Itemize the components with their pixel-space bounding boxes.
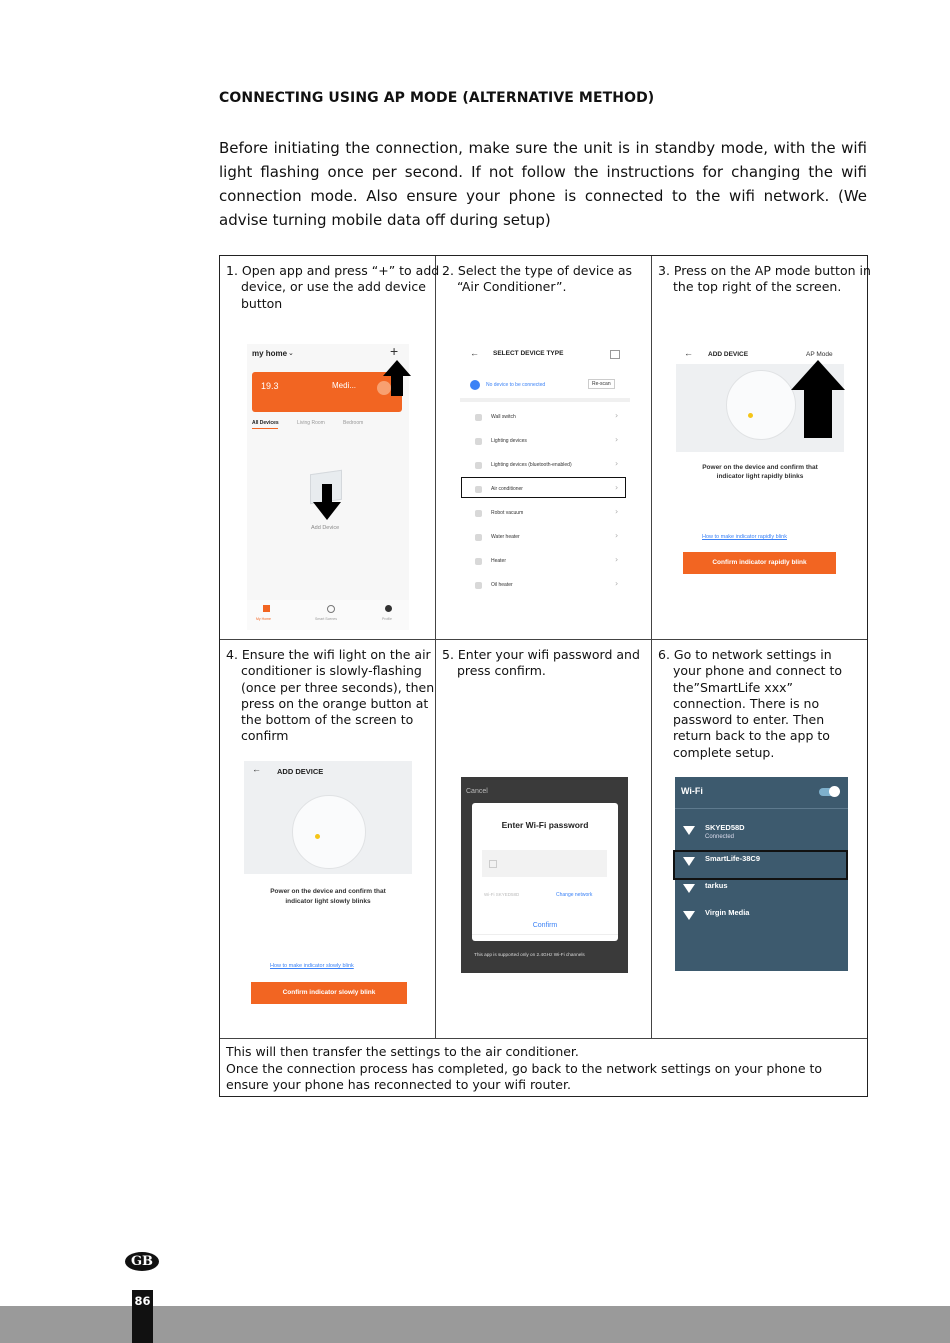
device-type-item[interactable] [460, 502, 630, 526]
device-icon [475, 558, 482, 565]
back-arrow-icon: ← [684, 348, 693, 358]
device-type-item[interactable] [460, 574, 630, 594]
step-1-text: 1. Open app and press “+” to add device, or use the add device button [226, 263, 440, 311]
bottom-nav [247, 600, 409, 630]
language-badge: GB [125, 1252, 159, 1271]
device-icon [475, 438, 482, 445]
ap-mode-button[interactable]: AP Mode [806, 351, 833, 358]
instruction-slow: Power on the device and confirm that indicator light slowly blinks [270, 888, 386, 905]
confirm-link[interactable]: Confirm [532, 922, 558, 929]
device-illustration [292, 795, 366, 869]
wifi-network-item[interactable] [675, 823, 848, 847]
footer-text [226, 1044, 856, 1094]
tab-all-devices: All Devices [252, 420, 279, 426]
nav-my-home: My Home [256, 617, 271, 621]
device-icon [475, 510, 482, 517]
device-type-label: Water heater [491, 534, 520, 540]
wifi-network-name: SKYED58D [705, 823, 745, 832]
device-type-item[interactable] [460, 454, 630, 478]
smartlife-highlight [673, 850, 848, 880]
rapid-blink-link[interactable]: How to make indicator rapidly blink [702, 534, 787, 540]
device-icon [475, 582, 482, 589]
air-conditioner-highlight [461, 477, 626, 498]
device-icon [475, 534, 482, 541]
device-type-item[interactable] [460, 550, 630, 574]
wifi-network-name: Virgin Media [705, 908, 750, 917]
wifi-title: Wi-Fi [681, 786, 703, 796]
intro-paragraph: Before initiating the connection, make sure the unit is in standby mode, with the wifi light flashing once per second. If not follow the instructions for changing the wifi connection mode. Also ensure your phone is connected to the wifi network. (We advise turning mobile data off during setup) [219, 139, 867, 229]
change-network-link[interactable]: Change network [556, 892, 593, 898]
password-input[interactable] [482, 850, 607, 877]
steps-table [219, 255, 871, 1097]
temperature: 19.3 [261, 381, 279, 391]
scenes-icon [327, 605, 335, 613]
screenshot-add-device-slow [244, 761, 412, 1007]
wifi-network-name: tarkus [705, 881, 728, 890]
dialog-title: Enter Wi-Fi password [501, 820, 589, 830]
chevron-right-icon: › [615, 435, 619, 444]
tab-bedroom: Bedroom [343, 420, 364, 426]
chevron-right-icon: › [615, 411, 619, 420]
chevron-right-icon: › [615, 555, 619, 564]
bluetooth-icon [470, 380, 480, 390]
nav-profile: Profile [382, 617, 392, 621]
device-type-label: Robot vacuum [491, 510, 524, 516]
add-device-title: ADD DEVICE [277, 767, 324, 776]
indicator-light [315, 834, 320, 839]
wifi-toggle-knob [829, 786, 840, 797]
device-type-item[interactable] [460, 430, 630, 454]
device-type-label: Lighting devices [491, 438, 527, 444]
slow-blink-link[interactable]: How to make indicator slowly blink [270, 963, 354, 969]
device-type-label: Heater [491, 558, 507, 564]
device-type-label: Oil heater [491, 582, 513, 588]
scan-icon [610, 350, 620, 359]
add-device-title: ADD DEVICE [708, 351, 749, 358]
page-number: 86 [132, 1290, 153, 1343]
section-heading: CONNECTING USING AP MODE (ALTERNATIVE METHOD) [219, 90, 655, 106]
chevron-right-icon: › [615, 507, 619, 516]
step-4-text: 4. Ensure the wifi light on the air conditioner is slowly-flashing (once per three seconds), then press on the orange button at the bottom of the screen to confirm [226, 647, 435, 744]
wifi-network-item[interactable] [675, 908, 848, 932]
back-arrow-icon: ← [252, 764, 261, 774]
footer-line-2: Once the connection process has completed, go back to the network settings on your phone to ensure your phone has reconnected to your wifi router. [226, 1060, 823, 1092]
tab-underline [252, 428, 278, 429]
lock-icon [489, 860, 497, 868]
device-type-label: Air conditioner [491, 486, 523, 492]
confirm-rapid-button[interactable]: Confirm indicator rapidly blink [683, 552, 836, 574]
device-type-label: Lighting devices (bluetooth-enabled) [491, 462, 572, 468]
back-arrow-icon: ← [470, 348, 479, 358]
device-type-item[interactable] [460, 406, 630, 430]
footer-line-1: This will then transfer the settings to the air conditioner. [226, 1044, 579, 1059]
chevron-down-icon: ⌄ [288, 350, 294, 357]
frequency-note: This app is supported only on 2.4GHz Wi-Fi channels [474, 952, 585, 957]
step-5-text: 5. Enter your wifi password and press confirm. [442, 647, 640, 679]
divider [460, 398, 630, 402]
down-arrow-icon [313, 484, 341, 520]
wifi-signal-icon [683, 911, 695, 920]
rescan-button[interactable]: Re-scan [588, 379, 615, 389]
screenshot-select-device [460, 344, 630, 594]
no-device-text: No device to be connected [486, 382, 546, 388]
wifi-network-name: SmartLife-38C9 [705, 854, 761, 863]
select-device-title: SELECT DEVICE TYPE [493, 350, 564, 357]
dialog-bottom-divider [472, 934, 618, 935]
add-plus-icon: + [390, 344, 399, 359]
wifi-network-status: Connected [705, 834, 735, 840]
device-icon [475, 462, 482, 469]
step-2-text: 2. Select the type of device as “Air Conditioner”. [442, 263, 633, 295]
add-device-label: Add Device [311, 525, 340, 531]
chevron-right-icon: › [615, 459, 619, 468]
screenshot-wifi-password [461, 777, 628, 973]
cancel-link[interactable]: Cancel [466, 788, 488, 795]
confirm-slow-button[interactable]: Confirm indicator slowly blink [251, 982, 407, 1004]
home-icon [263, 605, 270, 612]
chevron-right-icon: › [615, 531, 619, 540]
device-illustration [726, 370, 796, 440]
home-label: my home [252, 349, 288, 358]
instruction-rapid: Power on the device and confirm that indicator light rapidly blinks [702, 464, 818, 480]
step-6-text: 6. Go to network settings in your phone and connect to the”SmartLife xxx” connection. There is no password to enter. Then return back to the app to complete setup. [658, 647, 843, 760]
wifi-network-item[interactable] [675, 881, 848, 905]
profile-icon [385, 605, 392, 612]
device-icon [475, 414, 482, 421]
up-arrow-icon [791, 360, 845, 438]
weather-medi: Medi... [332, 381, 357, 390]
ssid-label: Wi-Fi SKYED58D [484, 892, 520, 897]
up-arrow-icon [383, 360, 411, 396]
indicator-light [748, 413, 753, 418]
tab-living-room: Living Room [297, 420, 325, 426]
wifi-signal-icon [683, 826, 695, 835]
wifi-header-divider [675, 808, 848, 809]
nav-smart-scenes: Smart Scenes [315, 617, 337, 621]
device-type-label: Wall switch [491, 414, 516, 420]
device-type-item[interactable] [460, 526, 630, 550]
step-3-text: 3. Press on the AP mode button in the top right of the screen. [658, 263, 871, 295]
chevron-right-icon: › [615, 579, 619, 588]
chevron-right-icon: › [615, 483, 619, 492]
wifi-signal-icon [683, 884, 695, 893]
